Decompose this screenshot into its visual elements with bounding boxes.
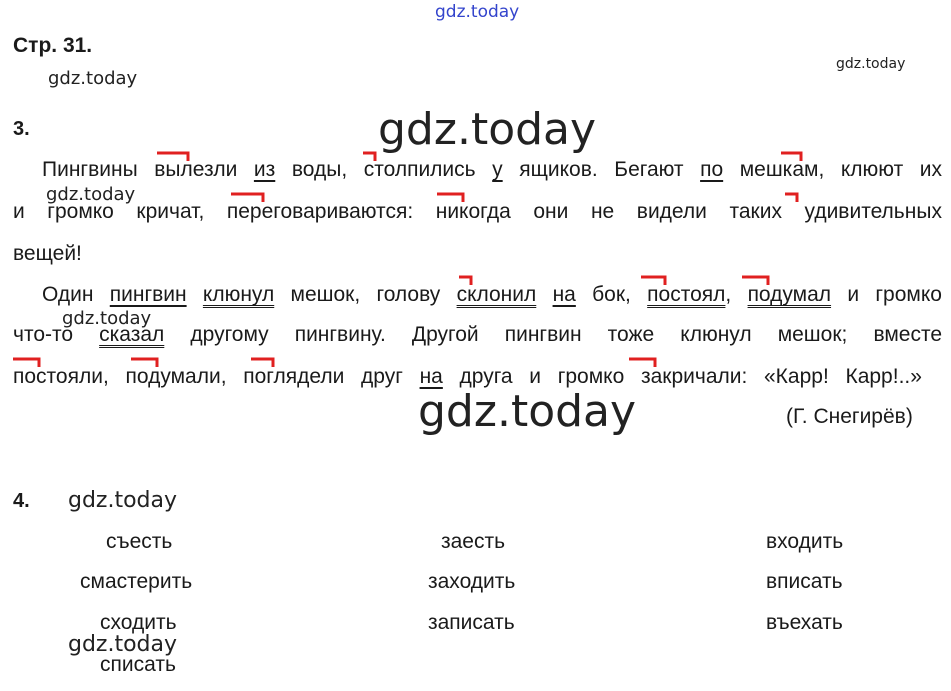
word-item: заходить — [428, 570, 516, 593]
page-title: Стр. 31. — [13, 34, 93, 57]
prefix-mark — [741, 275, 771, 287]
word: они — [533, 200, 569, 223]
word: переговариваются: — [226, 200, 414, 223]
prefix-mark — [130, 357, 160, 369]
word: их — [919, 158, 942, 181]
exercise-number: 4. — [13, 490, 30, 512]
predicate-underlined: сказал — [99, 323, 165, 346]
predicate-underlined: клюнул — [202, 283, 275, 306]
word-item: съесть — [106, 530, 173, 553]
word: видели — [636, 200, 707, 223]
prefix-mark — [640, 275, 668, 287]
word: тоже — [607, 323, 655, 346]
prefix-mark — [784, 192, 800, 204]
word: голову — [376, 283, 441, 306]
word-item: сходить — [100, 611, 177, 634]
word: удивительных — [804, 200, 942, 223]
comma: , — [725, 283, 732, 306]
prefix-mark — [230, 192, 266, 204]
predicate-underlined: подумал — [747, 283, 832, 306]
word: никогда — [435, 200, 511, 223]
word: мешок, — [290, 283, 361, 306]
word: ящиков. — [519, 158, 598, 181]
word: таких — [729, 200, 782, 223]
word: и — [529, 365, 542, 388]
prefix-mark — [780, 151, 804, 163]
prefix-mark — [628, 357, 658, 369]
prefix-mark — [362, 151, 378, 163]
word: пингвину. — [294, 323, 386, 346]
subject-underlined: пингвин — [109, 283, 187, 306]
preposition-underlined: из — [253, 158, 276, 181]
exercise-number: 3. — [13, 118, 30, 140]
word: подумали, — [125, 365, 227, 388]
word: кричат, — [136, 200, 205, 223]
word: Один — [42, 283, 94, 306]
word-item: входить — [766, 530, 844, 553]
watermark-large: gdz.today — [418, 386, 637, 437]
prefix-mark — [436, 192, 466, 204]
word: друг — [361, 365, 403, 388]
word-item: записать — [428, 611, 515, 634]
prefix-mark — [156, 151, 190, 163]
word-item: вписать — [766, 570, 843, 593]
preposition-underlined: у — [492, 158, 503, 181]
predicate-underlined: постоял — [647, 283, 726, 306]
word: постояли, — [13, 365, 109, 388]
word: что-то — [13, 323, 74, 346]
word: Другой — [411, 323, 479, 346]
word: столпились — [363, 158, 476, 181]
word: другому — [190, 323, 269, 346]
quote: «Карр! Карр!..» — [764, 365, 922, 388]
word-item: списать — [100, 653, 176, 676]
predicate-underlined: склонил — [456, 283, 537, 306]
text-line — [13, 200, 942, 224]
watermark-small: gdz.today — [68, 632, 178, 657]
prefix-mark — [250, 357, 276, 369]
watermark-small: gdz.today — [46, 184, 136, 205]
word: поглядели — [243, 365, 345, 388]
word: Пингвины — [42, 158, 138, 181]
watermark-top: gdz.today — [435, 2, 520, 22]
author-attribution: (Г. Снегирёв) — [786, 405, 913, 428]
watermark-small: gdz.today — [48, 68, 138, 89]
watermark-small: gdz.today — [62, 308, 152, 329]
preposition-underlined: на — [419, 365, 443, 388]
word: громко — [875, 283, 942, 306]
word: мешок; — [777, 323, 848, 346]
word: Бегают — [614, 158, 684, 181]
prefix-mark — [12, 357, 42, 369]
word: клюют — [840, 158, 904, 181]
preposition-underlined: по — [700, 158, 724, 181]
word: друга — [459, 365, 513, 388]
word: воды, — [291, 158, 348, 181]
word: закричали: — [640, 365, 748, 388]
word: и — [847, 283, 860, 306]
watermark-small: gdz.today — [836, 56, 906, 72]
word: бок, — [592, 283, 631, 306]
text-line — [13, 323, 942, 347]
prefix-mark — [458, 275, 474, 287]
word: вылезли — [154, 158, 238, 181]
watermark-large: gdz.today — [378, 104, 597, 155]
word-item: смастерить — [80, 570, 193, 593]
watermark-small: gdz.today — [68, 488, 178, 513]
word: не — [590, 200, 615, 223]
word: клюнул — [680, 323, 752, 346]
word-item: въехать — [766, 611, 843, 634]
word: и — [13, 200, 25, 223]
word: пингвин — [504, 323, 582, 346]
word: вместе — [873, 323, 943, 346]
text-line — [42, 283, 942, 307]
word: мешкам, — [739, 158, 825, 181]
word: громко — [557, 365, 625, 388]
text-line: вещей! — [13, 242, 82, 265]
word: громко — [47, 200, 114, 223]
preposition-underlined: на — [552, 283, 576, 306]
word-item: заесть — [441, 530, 506, 553]
